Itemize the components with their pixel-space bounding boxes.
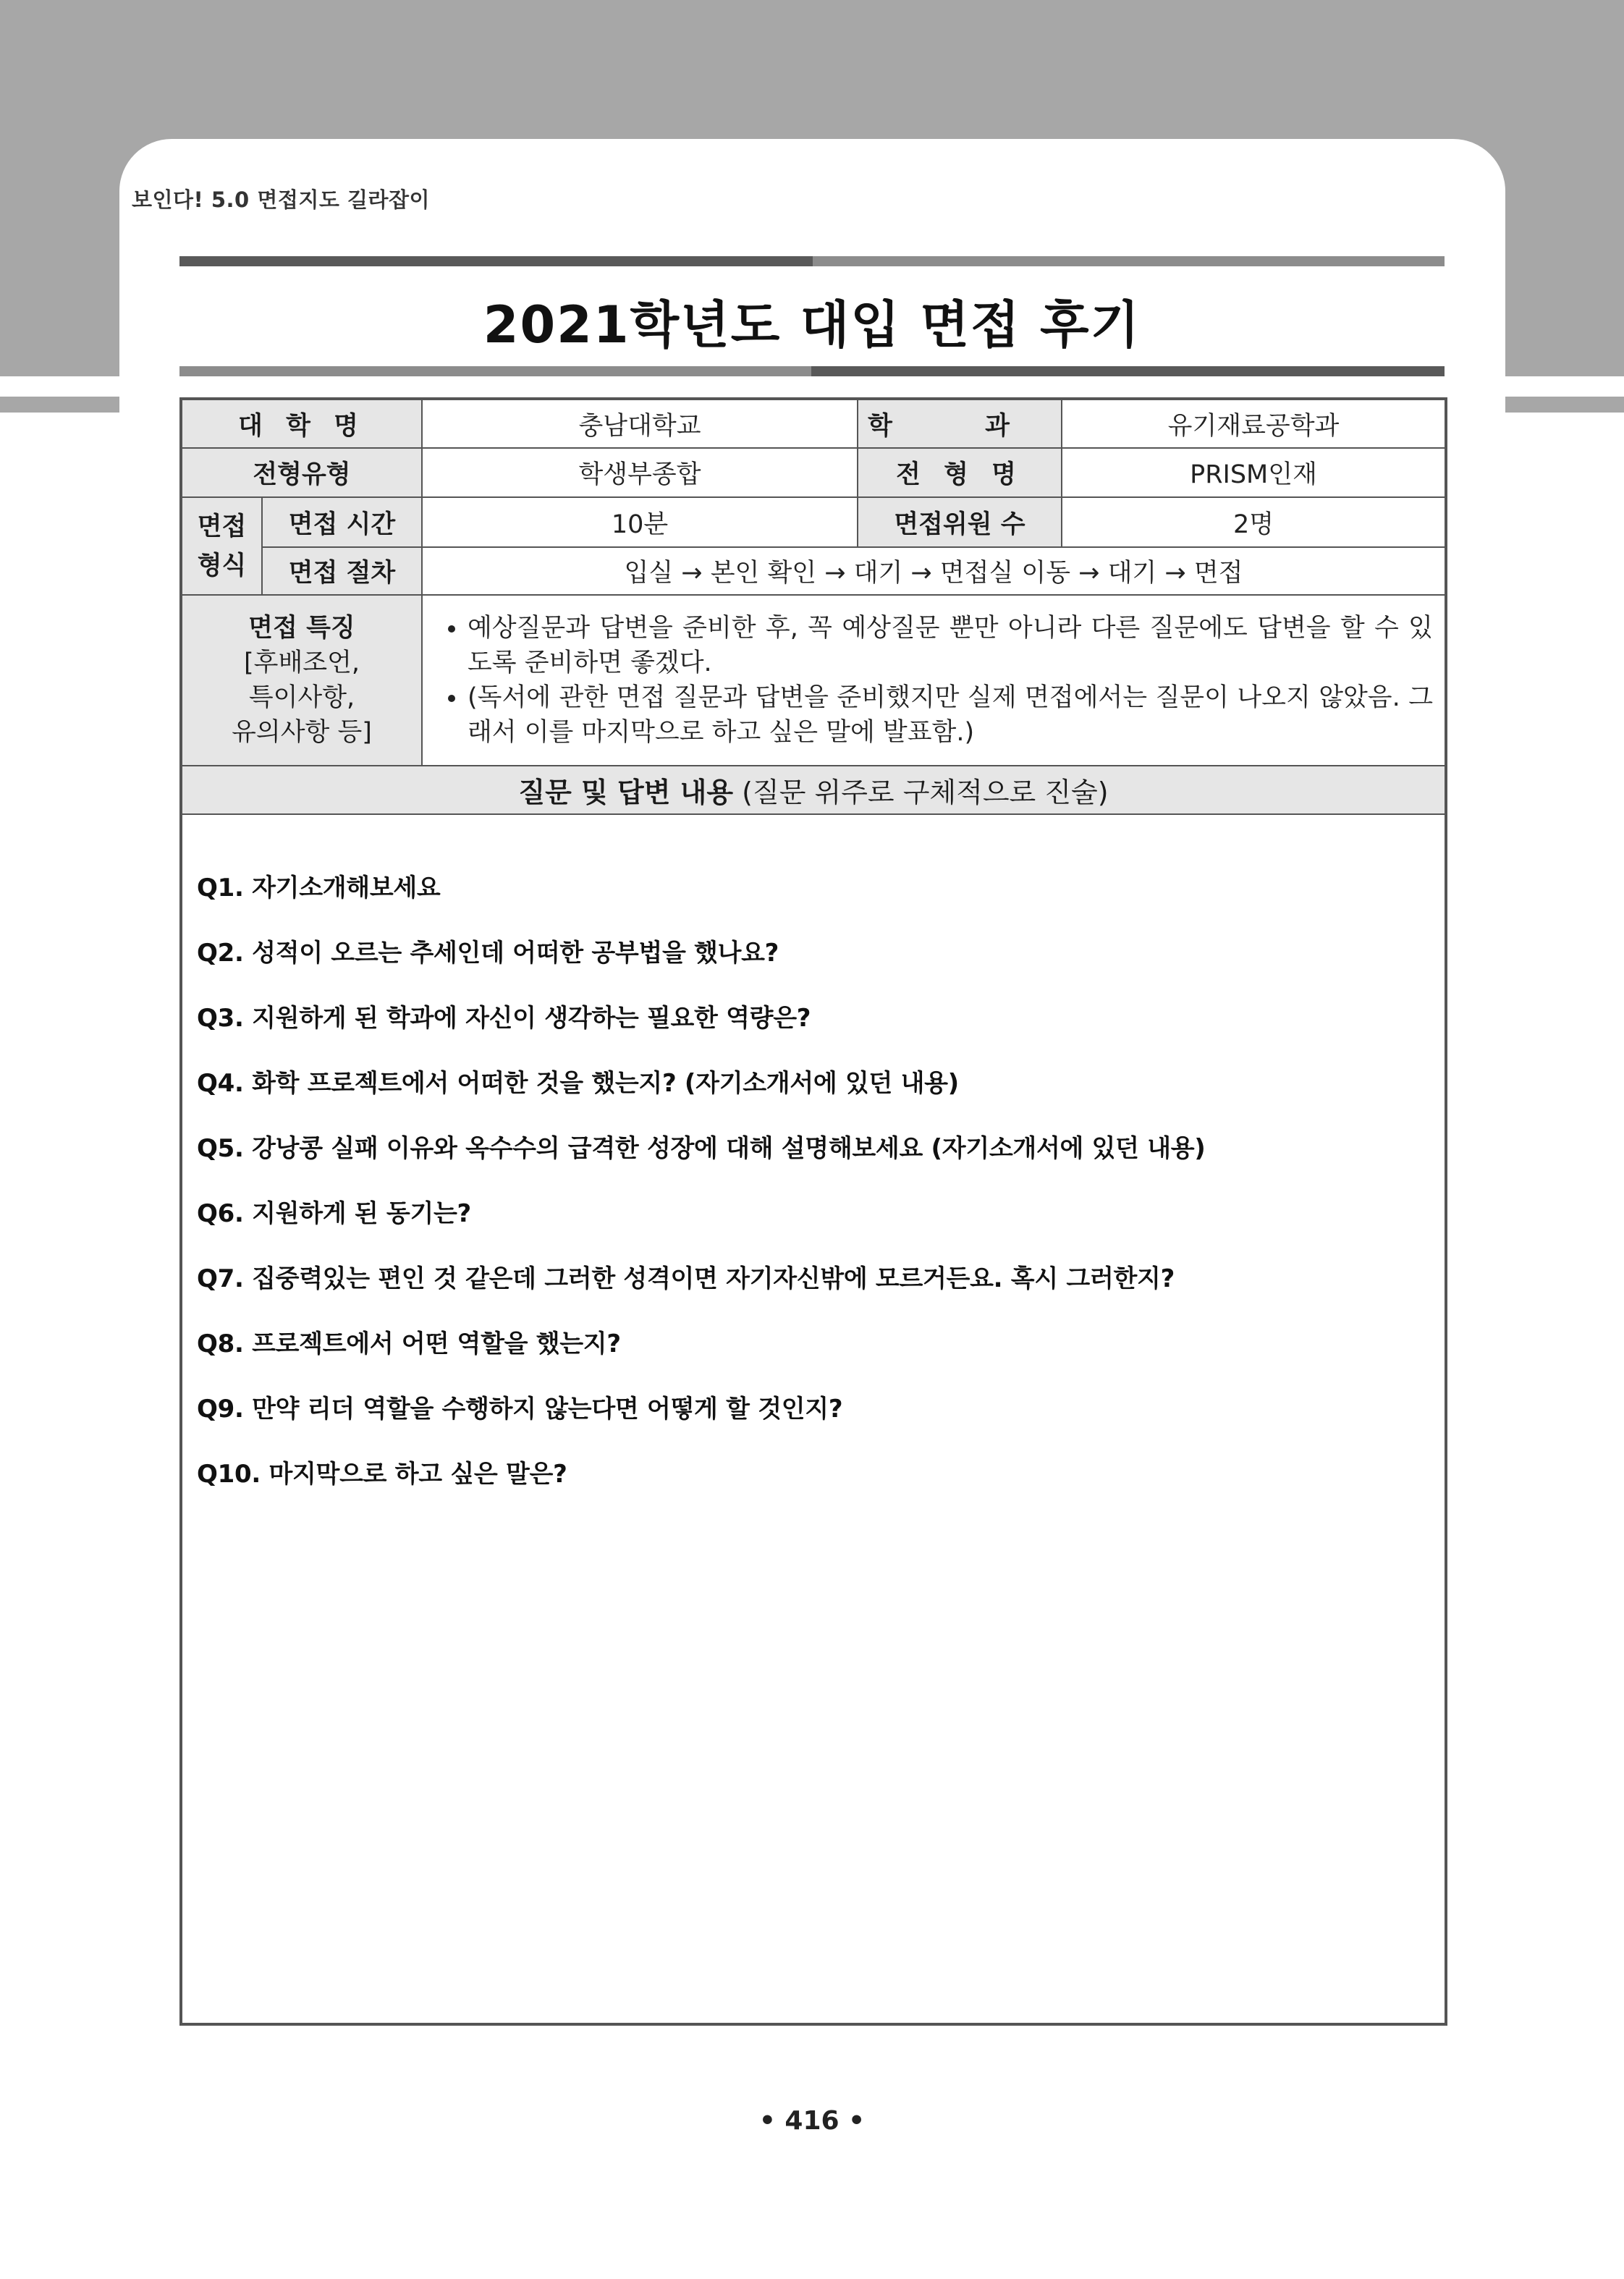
question-item: Q1. 자기소개해보세요 <box>197 874 441 902</box>
right-margin-strip <box>1505 397 1624 413</box>
qa-header-note: (질문 위주로 구체적으로 진술) <box>733 777 1109 808</box>
qa-header-bold: 질문 및 답변 내용 <box>518 777 734 808</box>
title-rule-top <box>179 256 1445 266</box>
interview-review-form <box>179 397 1447 2026</box>
question-item: Q6. 지원하게 된 동기는? <box>197 1199 471 1228</box>
duration-label: 면접 시간 <box>262 497 422 547</box>
university-value: 충남대학교 <box>422 399 858 448</box>
question-item: Q2. 성적이 오르는 추세인데 어떠한 공부법을 했나요? <box>197 939 779 968</box>
features-label-line1: 면접 특징 <box>248 614 355 643</box>
department-value: 유기재료공학과 <box>1062 399 1446 448</box>
qa-content <box>181 814 1446 2024</box>
left-margin-strip <box>0 397 119 413</box>
title-rule-bottom <box>179 366 1445 376</box>
question-item: Q8. 프로젝트에서 어떤 역할을 했는지? <box>197 1329 621 1358</box>
page-title: 2021학년도 대입 면접 후기 <box>483 295 1141 355</box>
duration-value: 10분 <box>422 497 858 547</box>
admission-type-value: 학생부종합 <box>422 448 858 497</box>
qa-section-header <box>181 766 1446 814</box>
procedure-label: 면접 절차 <box>262 547 422 595</box>
features-label-line3: 특이사항, <box>248 683 355 712</box>
features-label-line2: [후배조언, <box>243 648 360 677</box>
university-label: 대 학 명 <box>181 399 422 448</box>
running-head: 보인다! 5.0 면접지도 길라잡이 <box>132 187 431 212</box>
interviewers-value: 2명 <box>1062 497 1446 547</box>
program-name-value: PRISM인재 <box>1062 448 1446 497</box>
question-item: Q4. 화학 프로젝트에서 어떠한 것을 했는지? (자기소개서에 있던 내용) <box>197 1069 959 1098</box>
department-label: 학 과 <box>858 399 1062 448</box>
page-number: • 416 • <box>758 2106 866 2136</box>
question-item: Q7. 집중력있는 편인 것 같은데 그러한 성격이면 자기자신밖에 모르거든요. 혹시 그러한지? <box>197 1264 1175 1293</box>
question-item: Q10. 마지막으로 하고 싶은 말은? <box>197 1460 567 1489</box>
question-item: Q5. 강낭콩 실패 이유와 옥수수의 급격한 성장에 대해 설명해보세요 (자기소개서에 있던 내용) <box>197 1134 1206 1163</box>
admission-type-label: 전형유형 <box>181 448 422 497</box>
question-item: Q3. 지원하게 된 학과에 자신이 생각하는 필요한 역량은? <box>197 1004 811 1033</box>
feature-item: • 예상질문과 답변을 준비한 후, 꼭 예상질문 뿐만 아니라 다른 질문에도 답변을 할 수 있도록 준비하면 좋겠다. <box>468 611 1433 680</box>
procedure-value: 입실 → 본인 확인 → 대기 → 면접실 이동 → 대기 → 면접 <box>422 547 1446 595</box>
interviewers-label: 면접위원 수 <box>858 497 1062 547</box>
program-name-label: 전 형 명 <box>858 448 1062 497</box>
features-label-line4: 유의사항 등] <box>232 718 372 747</box>
format-group-label: 면접 형식 <box>181 497 262 595</box>
feature-item: • (독서에 관한 면접 질문과 답변을 준비했지만 실제 면접에서는 질문이 나오지 않았음. 그래서 이를 마지막으로 하고 싶은 말에 발표함.) <box>468 680 1433 750</box>
question-item: Q9. 만약 리더 역할을 수행하지 않는다면 어떻게 할 것인지? <box>197 1395 843 1424</box>
features-content <box>422 595 1446 766</box>
features-label <box>181 595 422 766</box>
